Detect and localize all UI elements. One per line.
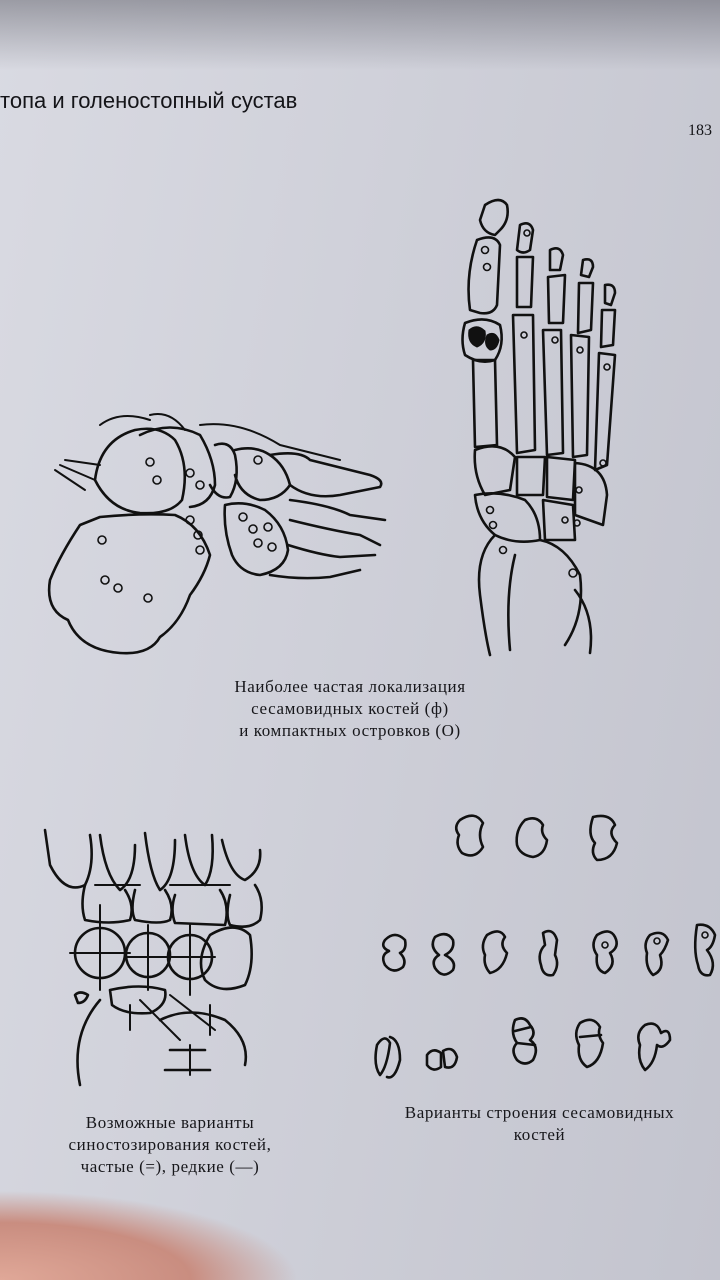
caption-variants	[362, 1102, 717, 1146]
variant-row-3	[376, 1018, 670, 1077]
caption-line: Возможные варианты	[85, 1113, 255, 1132]
variant-row-1	[456, 816, 617, 860]
caption-line: частые (=), редкие (—)	[80, 1157, 260, 1176]
running-title: топа и голеностопный сустав	[0, 88, 298, 113]
variant-row-2	[383, 925, 715, 976]
page-shadow	[0, 0, 720, 70]
caption-line: костей	[513, 1125, 566, 1144]
foot-dorsal-figure	[455, 195, 625, 655]
caption-line: сесамовидных костей (ф)	[251, 699, 449, 718]
synostosis-figure	[40, 825, 270, 1095]
caption-line: синостозирования костей,	[68, 1135, 272, 1154]
foot-lateral-figure	[40, 405, 390, 660]
caption-line: Наиболее частая локализация	[234, 677, 466, 696]
caption-synostosis	[10, 1112, 330, 1178]
sesamoid-markers	[98, 456, 276, 602]
sesamoid-variants-figure	[365, 805, 720, 1095]
caption-localization	[160, 676, 540, 742]
caption-line: Варианты строения сесамовидных	[404, 1103, 675, 1122]
finger-shadow	[0, 1190, 300, 1280]
page-number: 183	[688, 122, 712, 139]
caption-line: и компактных островков (О)	[239, 721, 461, 740]
